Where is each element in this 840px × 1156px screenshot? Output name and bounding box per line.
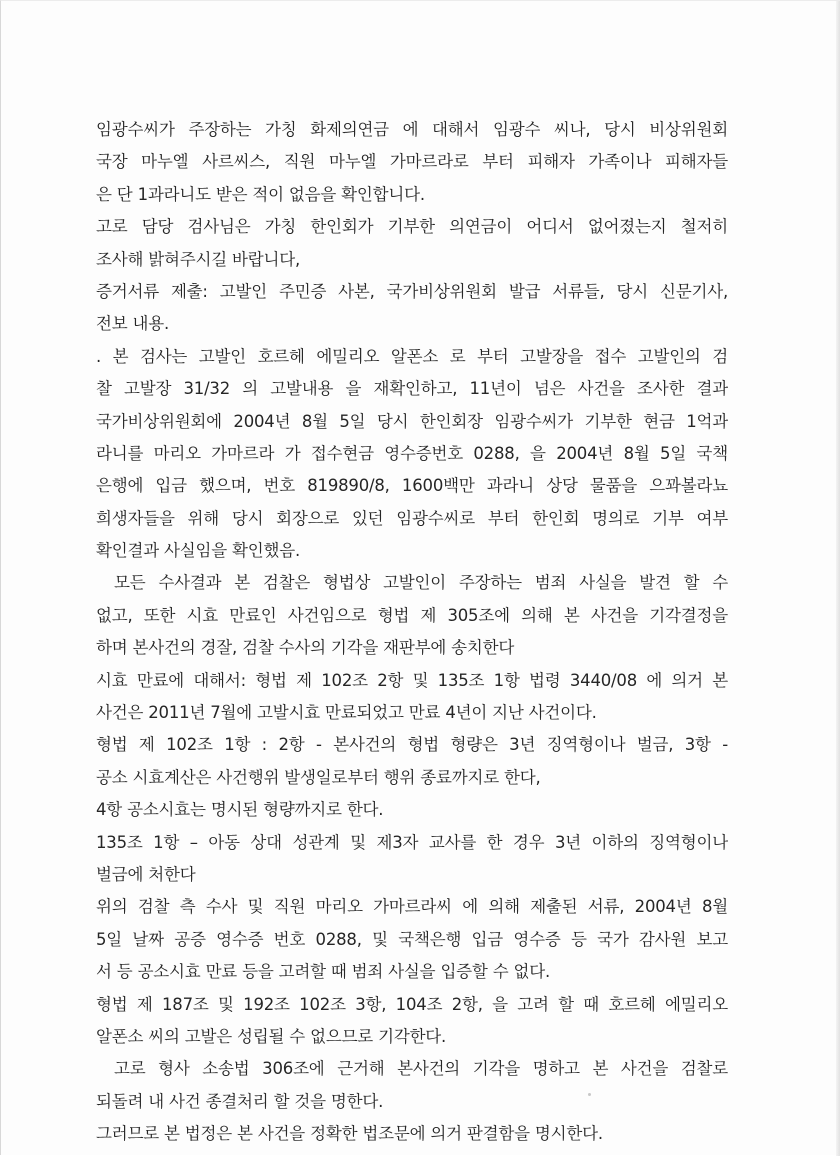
text-line: 서 등 공소시효 만료 등을 고려할 때 범죄 사실을 입증할 수 없다.: [96, 962, 551, 982]
text-line: 없고, 또한 시효 만료인 사건임으로 형법 제 305조에 의해 본 사건을 기각결정을: [96, 605, 728, 625]
paragraph-article-135: [96, 827, 728, 892]
text-line: 은행에 입금 했으며, 번호 819890/8, 1600백만 과라니 상당 물품을 으꽈볼라뇨: [96, 476, 728, 496]
document-body: [96, 114, 728, 1151]
paragraph-prosecutor-review: [96, 341, 728, 568]
text-line: 공소 시효계산은 사건행위 발생일로부터 행위 종료까지로 한다,: [96, 767, 541, 787]
paragraph-donation-claim: [96, 114, 728, 211]
text-line: 모든 수사결과 본 검찰은 형법상 고발인이 주장하는 범죄 사실을 발견 할 수: [114, 573, 728, 593]
text-line: 형법 제 102조 1항 : 2항 - 본사건의 형법 형량은 3년 징역형이나 벌금, 3항 -: [96, 735, 728, 755]
text-line: 5일 날짜 공증 영수증 번호 0288, 및 국책은행 입금 영수증 등 국가 감사원 보고: [96, 929, 728, 949]
text-line: 되돌려 내 사건 종결처리 할 것을 명한다.: [96, 1091, 384, 1111]
paragraph-statute-expiry: [96, 665, 728, 730]
text-line: 위의 검찰 측 수사 및 직원 마리오 가마르라씨 에 의해 제출된 서류, 2004년 8월: [96, 897, 728, 917]
page-edge-shadow: [836, 1, 840, 1156]
text-line: 전보 내용.: [96, 314, 170, 334]
text-line: 고로 담당 검사님은 가칭 한인회가 기부한 의연금이 어디서 없어졌는지 철저히: [96, 217, 728, 237]
text-line: 사건은 2011년 7월에 고발시효 만료되었고 만료 4년이 지난 사건이다.: [96, 703, 597, 723]
scan-speck: [588, 1093, 591, 1096]
text-line: . 본 검사는 고발인 호르헤 에밀리오 알폰소 로 부터 고발장을 접수 고발인의 검: [96, 346, 728, 366]
paragraph-clause-4: [96, 794, 728, 826]
text-line: 시효 만료에 대해서: 형법 제 102조 2항 및 135조 1항 법령 3440/08 에 의거 본: [96, 670, 728, 690]
text-line: 찰 고발장 31/32 의 고발내용 을 재확인하고, 11년이 넘은 사건을 조사한 결과: [96, 379, 728, 399]
paragraph-submitted-documents: [96, 891, 728, 988]
text-line: 국가비상위원회에 2004년 8월 5일 당시 한인회장 임광수씨가 기부한 현금 1억과: [96, 411, 728, 431]
paragraph-case-closure: [96, 1053, 728, 1118]
text-line: 하며 본사건의 경잘, 검찰 수사의 기각을 재판부에 송치한다: [96, 638, 515, 658]
text-line: 조사해 밝혀주시길 바랍니다,: [96, 249, 301, 269]
text-line: 135조 1항 – 아동 상대 성관계 및 제3자 교사를 한 경우 3년 이하의 징역형이나: [96, 832, 728, 852]
text-line: 증거서류 제출: 고발인 주민증 사본, 국가비상위원회 발급 서류들, 당시 신문기사,: [96, 281, 728, 301]
paragraph-court-statement: [96, 1118, 728, 1150]
text-line: 국장 마누엘 사르씨스, 직원 마누엘 가마르라로 부터 피해자 가족이나 피해자들: [96, 152, 728, 172]
text-line: 희생자들을 위해 당시 회장으로 있던 임광수씨로 부터 한인회 명의로 기부 여부: [96, 508, 728, 528]
text-line: 확인결과 사실임을 확인했음.: [96, 541, 301, 561]
paragraph-dismissal-decision: [96, 567, 728, 664]
text-line: 그러므로 본 법정은 본 사건을 정확한 법조문에 의거 판결함을 명시한다.: [96, 1124, 603, 1144]
text-line: 알폰소 씨의 고발은 성립될 수 없으므로 기각한다.: [96, 1026, 447, 1046]
text-line: 고로 형사 소송법 306조에 근거해 본사건의 기각을 명하고 본 사건을 검찰로: [114, 1059, 728, 1079]
paragraph-complaint-rejected: [96, 989, 728, 1054]
paragraph-investigation-request: [96, 211, 728, 276]
paragraph-evidence: [96, 276, 728, 341]
text-line: 형법 제 187조 및 192조 102조 3항, 104조 2항, 을 고려 할 때 호르헤 에밀리오: [96, 994, 728, 1014]
text-line: 벌금에 처한다: [96, 864, 196, 884]
text-line: 라니를 마리오 가마르라 가 접수현금 영수증번호 0288, 을 2004년 8월 5일 국책: [96, 443, 728, 463]
text-line: 임광수씨가 주장하는 가칭 화제의연금 에 대해서 임광수 씨나, 당시 비상위원회: [96, 120, 728, 139]
text-line: 은 단 1과라니도 받은 적이 없음을 확인합니다.: [96, 184, 425, 204]
text-line: 4항 공소시효는 명시된 형량까지로 한다.: [96, 800, 384, 820]
paragraph-article-102: [96, 729, 728, 794]
